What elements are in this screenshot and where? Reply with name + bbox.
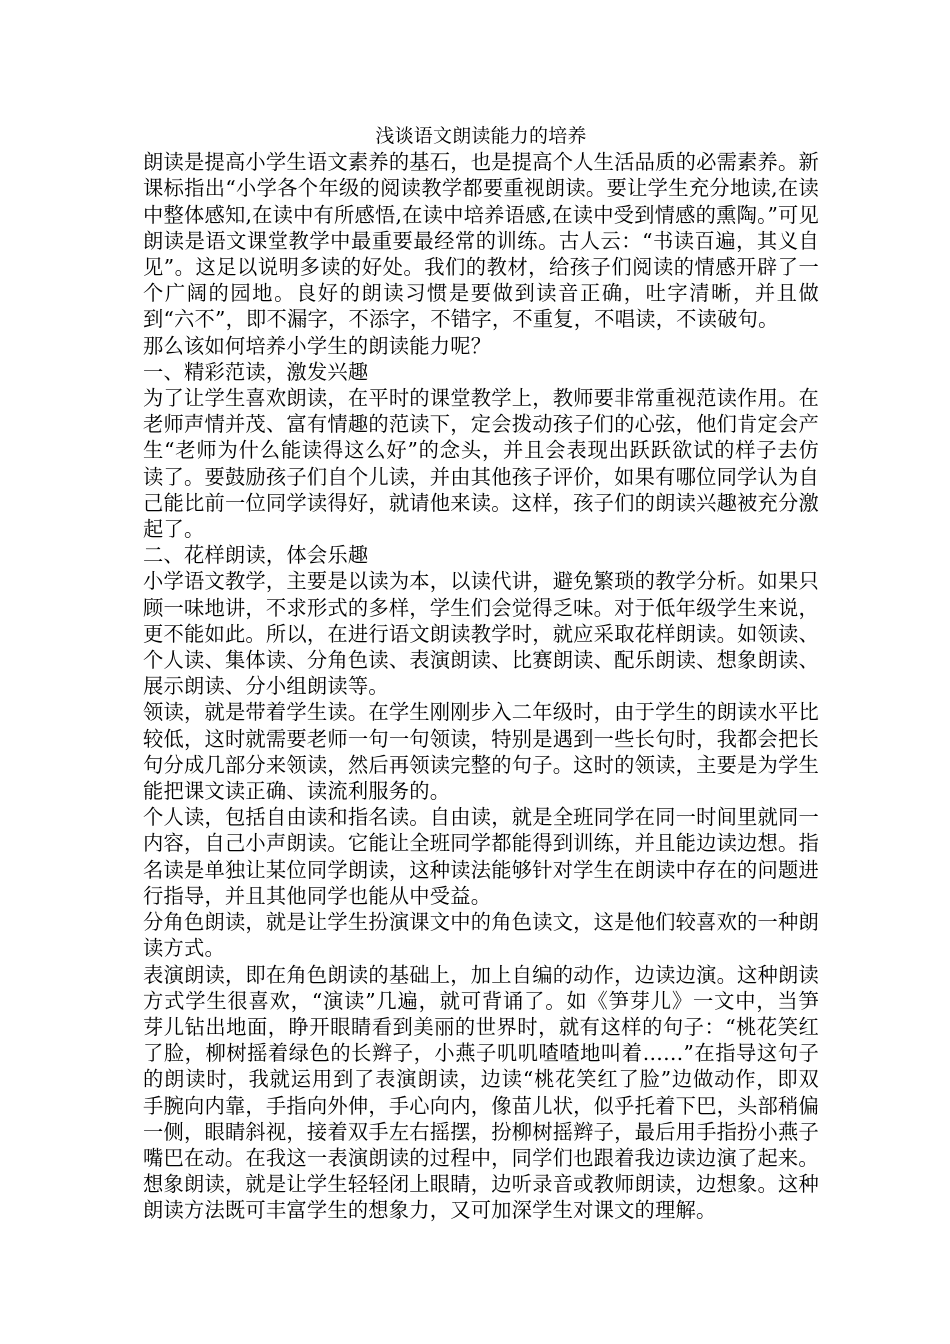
individual-reading-paragraph: 个人读，包括自由读和指名读。自由读，就是全班同学在同一时间里就同一内容，自己小声朗读。它能让全班同学都能得到训练，并且能边读边想。指名读是单独让某位同学朗读，这种读法能够针对学生在朗读中存在的问题进行指导，并且其他同学也能从中受益。: [143, 805, 819, 908]
performance-reading-paragraph: 表演朗读，即在角色朗读的基础上，加上自编的动作，边读边演。这种朗读方式学生很喜欢，“演读”几遍，就可背诵了。如《笋芽儿》一文中，当笋芽儿钻出地面，睁开眼睛看到美丽的世界时，就有这样的句子：“桃花笑红了脸，柳树摇着绿色的长辫子，小燕子叽叽喳喳地叫着……”在指导这句子的朗读时，我就运用到了表演朗读，边读“桃花笑红了脸”边做动作，即双手腕向内靠，手指向外伸，手心向内，像苗儿状，似乎托着下巴，头部稍偏一侧，眼睛斜视，接着双手左右摇摆，扮柳树摇辫子，最后用手指扮小燕子嘴巴在动。在我这一表演朗读的过程中，同学们也跟着我边读边演了起来。: [143, 962, 819, 1170]
document-title: 浅谈语文朗读能力的培养: [375, 125, 587, 147]
intro-paragraph: 朗读是提高小学生语文素养的基石，也是提高个人生活品质的必需素养。新课标指出“小学各个年级的阅读教学都要重视朗读。要让学生充分地读,在读中整体感知,在读中有所感悟,在读中培养语感,在读中受到情感的熏陶。”可见朗读是语文课堂教学中最重要最经常的训练。古人云：“书读百遍，其义自见”。这足以说明多读的好处。我们的教材，给孩子们阅读的情感开辟了一个广阔的园地。良好的朗读习惯是要做到读音正确，吐字清晰，并且做到“六不”，即不漏字，不添字，不错字，不重复，不唱读，不读破句。: [143, 150, 819, 332]
lead-reading-paragraph: 领读，就是带着学生读。在学生刚刚步入二年级时，由于学生的朗读水平比较低，这时就需要老师一句一句领读，特别是遇到一些长句时，我都会把长句分成几部分来领读，然后再领读完整的句子。这时的领读，主要是为学生能把课文读正确、读流利服务的。: [143, 700, 819, 804]
document-page: [143, 123, 819, 1224]
section-1-paragraph: 为了让学生喜欢朗读，在平时的课堂教学上，教师要非常重视范读作用。在老师声情并茂、富有情趣的范读下，定会拨动孩子们的心弦，他们肯定会产生“老师为什么能读得这么好”的念头，并且会表现出跃跃欲试的样子去仿读了。要鼓励孩子们自个儿读，并由其他孩子评价，如果有哪位同学认为自己能比前一位同学读得好，就请他来读。这样，孩子们的朗读兴趣被充分激起了。: [143, 386, 819, 542]
section-2-paragraph: 小学语文教学，主要是以读为本，以读代讲，避免繁琐的教学分析。如果只顾一味地讲，不求形式的多样，学生们会觉得乏味。对于低年级学生来说，更不能如此。所以，在进行语文朗读教学时，就应采取花样朗读。如领读、个人读、集体读、分角色读、表演朗读、比赛朗读、配乐朗读、想象朗读、展示朗读、分小组朗读等。: [143, 569, 819, 699]
section-heading-1: 一、精彩范读，激发兴趣: [143, 359, 369, 384]
section-heading-2: 二、花样朗读，体会乐趣: [143, 543, 369, 568]
imagination-reading-paragraph: 想象朗读，就是让学生轻轻闭上眼睛，边听录音或教师朗读，边想象。这种朗读方法既可丰富学生的想象力，又可加深学生对课文的理解。: [143, 1172, 819, 1223]
question-paragraph: 那么该如何培养小学生的朗读能力呢？: [143, 333, 492, 358]
role-reading-paragraph: 分角色朗读，就是让学生扮演课文中的角色读文，这是他们较喜欢的一种朗读方式。: [143, 910, 819, 961]
